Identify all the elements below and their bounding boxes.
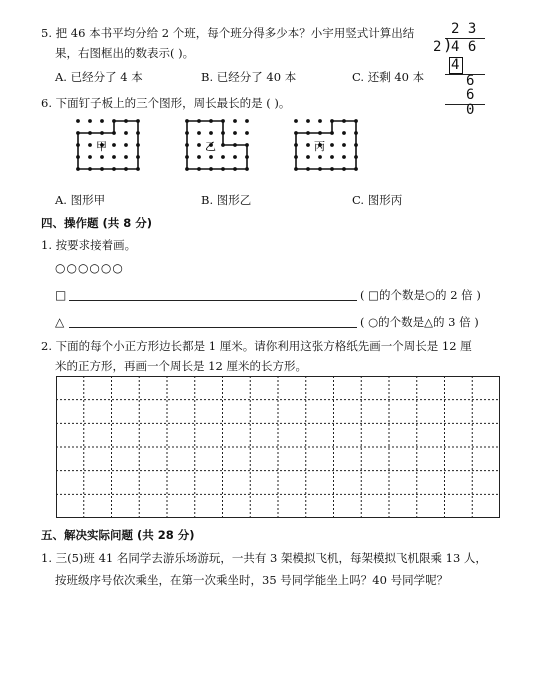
pegboard-2 [185,119,249,171]
s5-q1-line1: 1. 三(5)班 41 名同学去游乐场游玩，一共有 3 架模拟飞机，每架模拟飞机限乘 13 人， [41,551,487,565]
peg-dot [318,119,322,123]
peg-dot [330,155,334,159]
pegboard-figure-label: 乙 [205,139,216,153]
peg-dot [124,143,128,147]
peg-dot [88,143,92,147]
pegboard-shape-outline [187,121,247,169]
peg-dot [233,119,237,123]
peg-dot [197,131,201,135]
division-step-1: 6 [466,73,475,89]
section5-title: 五、解决实际问题 (共 28 分) [41,528,195,542]
peg-dot [197,155,201,159]
peg-dot [306,143,310,147]
q6-option-c[interactable]: C. 图形丙 [352,193,403,207]
pegboard-figures [70,117,400,181]
peg-dot [245,119,249,123]
peg-dot [245,131,249,135]
circles-row: ○○○○○○ [55,261,124,275]
q5-text-line1: 5. 把 46 本书平均分给 2 个班，每个班分得多少本？小宇用竖式计算出结 [41,26,415,40]
s4-q2-line2: 米的正方形，再画一个周长是 12 厘米的长方形。 [55,359,307,373]
peg-dot [112,143,116,147]
q6-option-b[interactable]: B. 图形乙 [201,193,252,207]
q6-option-a[interactable]: A. 图形甲 [55,193,106,207]
peg-dot [318,155,322,159]
division-step-2: 6 [466,87,475,103]
division-remainder: 0 [466,102,475,118]
q6-text: 6. 下面钉子板上的三个图形，周长最长的是 ( )。 [41,96,291,110]
pegboard-shape-outline [296,121,356,169]
peg-dot [100,155,104,159]
square-hint: ( □的个数是○的 2 倍 ) [360,288,481,302]
square-answer-line[interactable] [69,300,357,301]
pegboard-shape-outline [78,121,138,169]
triangle-hint: ( ○的个数是△的 3 倍 ) [360,315,479,329]
division-dividend: 4 6 [451,39,477,55]
peg-dot [197,143,201,147]
peg-dot [88,155,92,159]
peg-dot [342,155,346,159]
peg-dot [306,119,310,123]
q5-option-c[interactable]: C. 还剩 40 本 [352,70,425,84]
pegboard-figure-label: 丙 [314,139,325,153]
peg-dot [330,143,334,147]
triangle-answer-line[interactable] [69,327,357,328]
s4-q1-text: 1. 按要求接着画。 [41,238,137,252]
section4-title: 四、操作题 (共 8 分) [41,216,153,230]
peg-dot [112,155,116,159]
s5-q1-line2: 按班级序号依次乘坐，在第一次乘坐时，35 号同学能坐上吗？40 号同学呢？ [55,573,449,587]
pegboard-figure-label: 甲 [96,139,107,153]
peg-dot [209,155,213,159]
peg-dot [100,119,104,123]
division-rule-2 [445,104,485,105]
pegboard-1 [76,119,140,171]
peg-dot [124,155,128,159]
square-symbol: □ [55,288,67,302]
division-bracket: ) [443,35,453,54]
peg-dot [221,155,225,159]
peg-dot [76,119,80,123]
division-divisor: 2 [433,39,442,55]
s4-q2-line1: 2. 下面的每个小正方形边长都是 1 厘米。请你利用这张方格纸先画一个周长是 12 厘 [41,339,472,353]
square-grid-paper[interactable] [56,376,500,518]
peg-dot [233,131,237,135]
peg-dot [233,155,237,159]
triangle-symbol: △ [55,315,65,329]
peg-dot [294,119,298,123]
peg-dot [88,119,92,123]
peg-dot [306,155,310,159]
q5-option-b[interactable]: B. 已经分了 40 本 [201,70,297,84]
peg-dot [342,143,346,147]
q5-text-line2: 果，右图框出的数表示( )。 [55,46,195,60]
division-rule-1 [445,74,485,75]
peg-dot [342,131,346,135]
division-quotient: 2 3 [451,21,477,37]
division-boxed-value: 4 [451,57,460,73]
q5-option-a[interactable]: A. 已经分了 4 本 [55,70,143,84]
peg-dot [209,131,213,135]
peg-dot [124,131,128,135]
pegboard-3 [294,119,358,171]
division-boxed-digit [449,57,463,74]
